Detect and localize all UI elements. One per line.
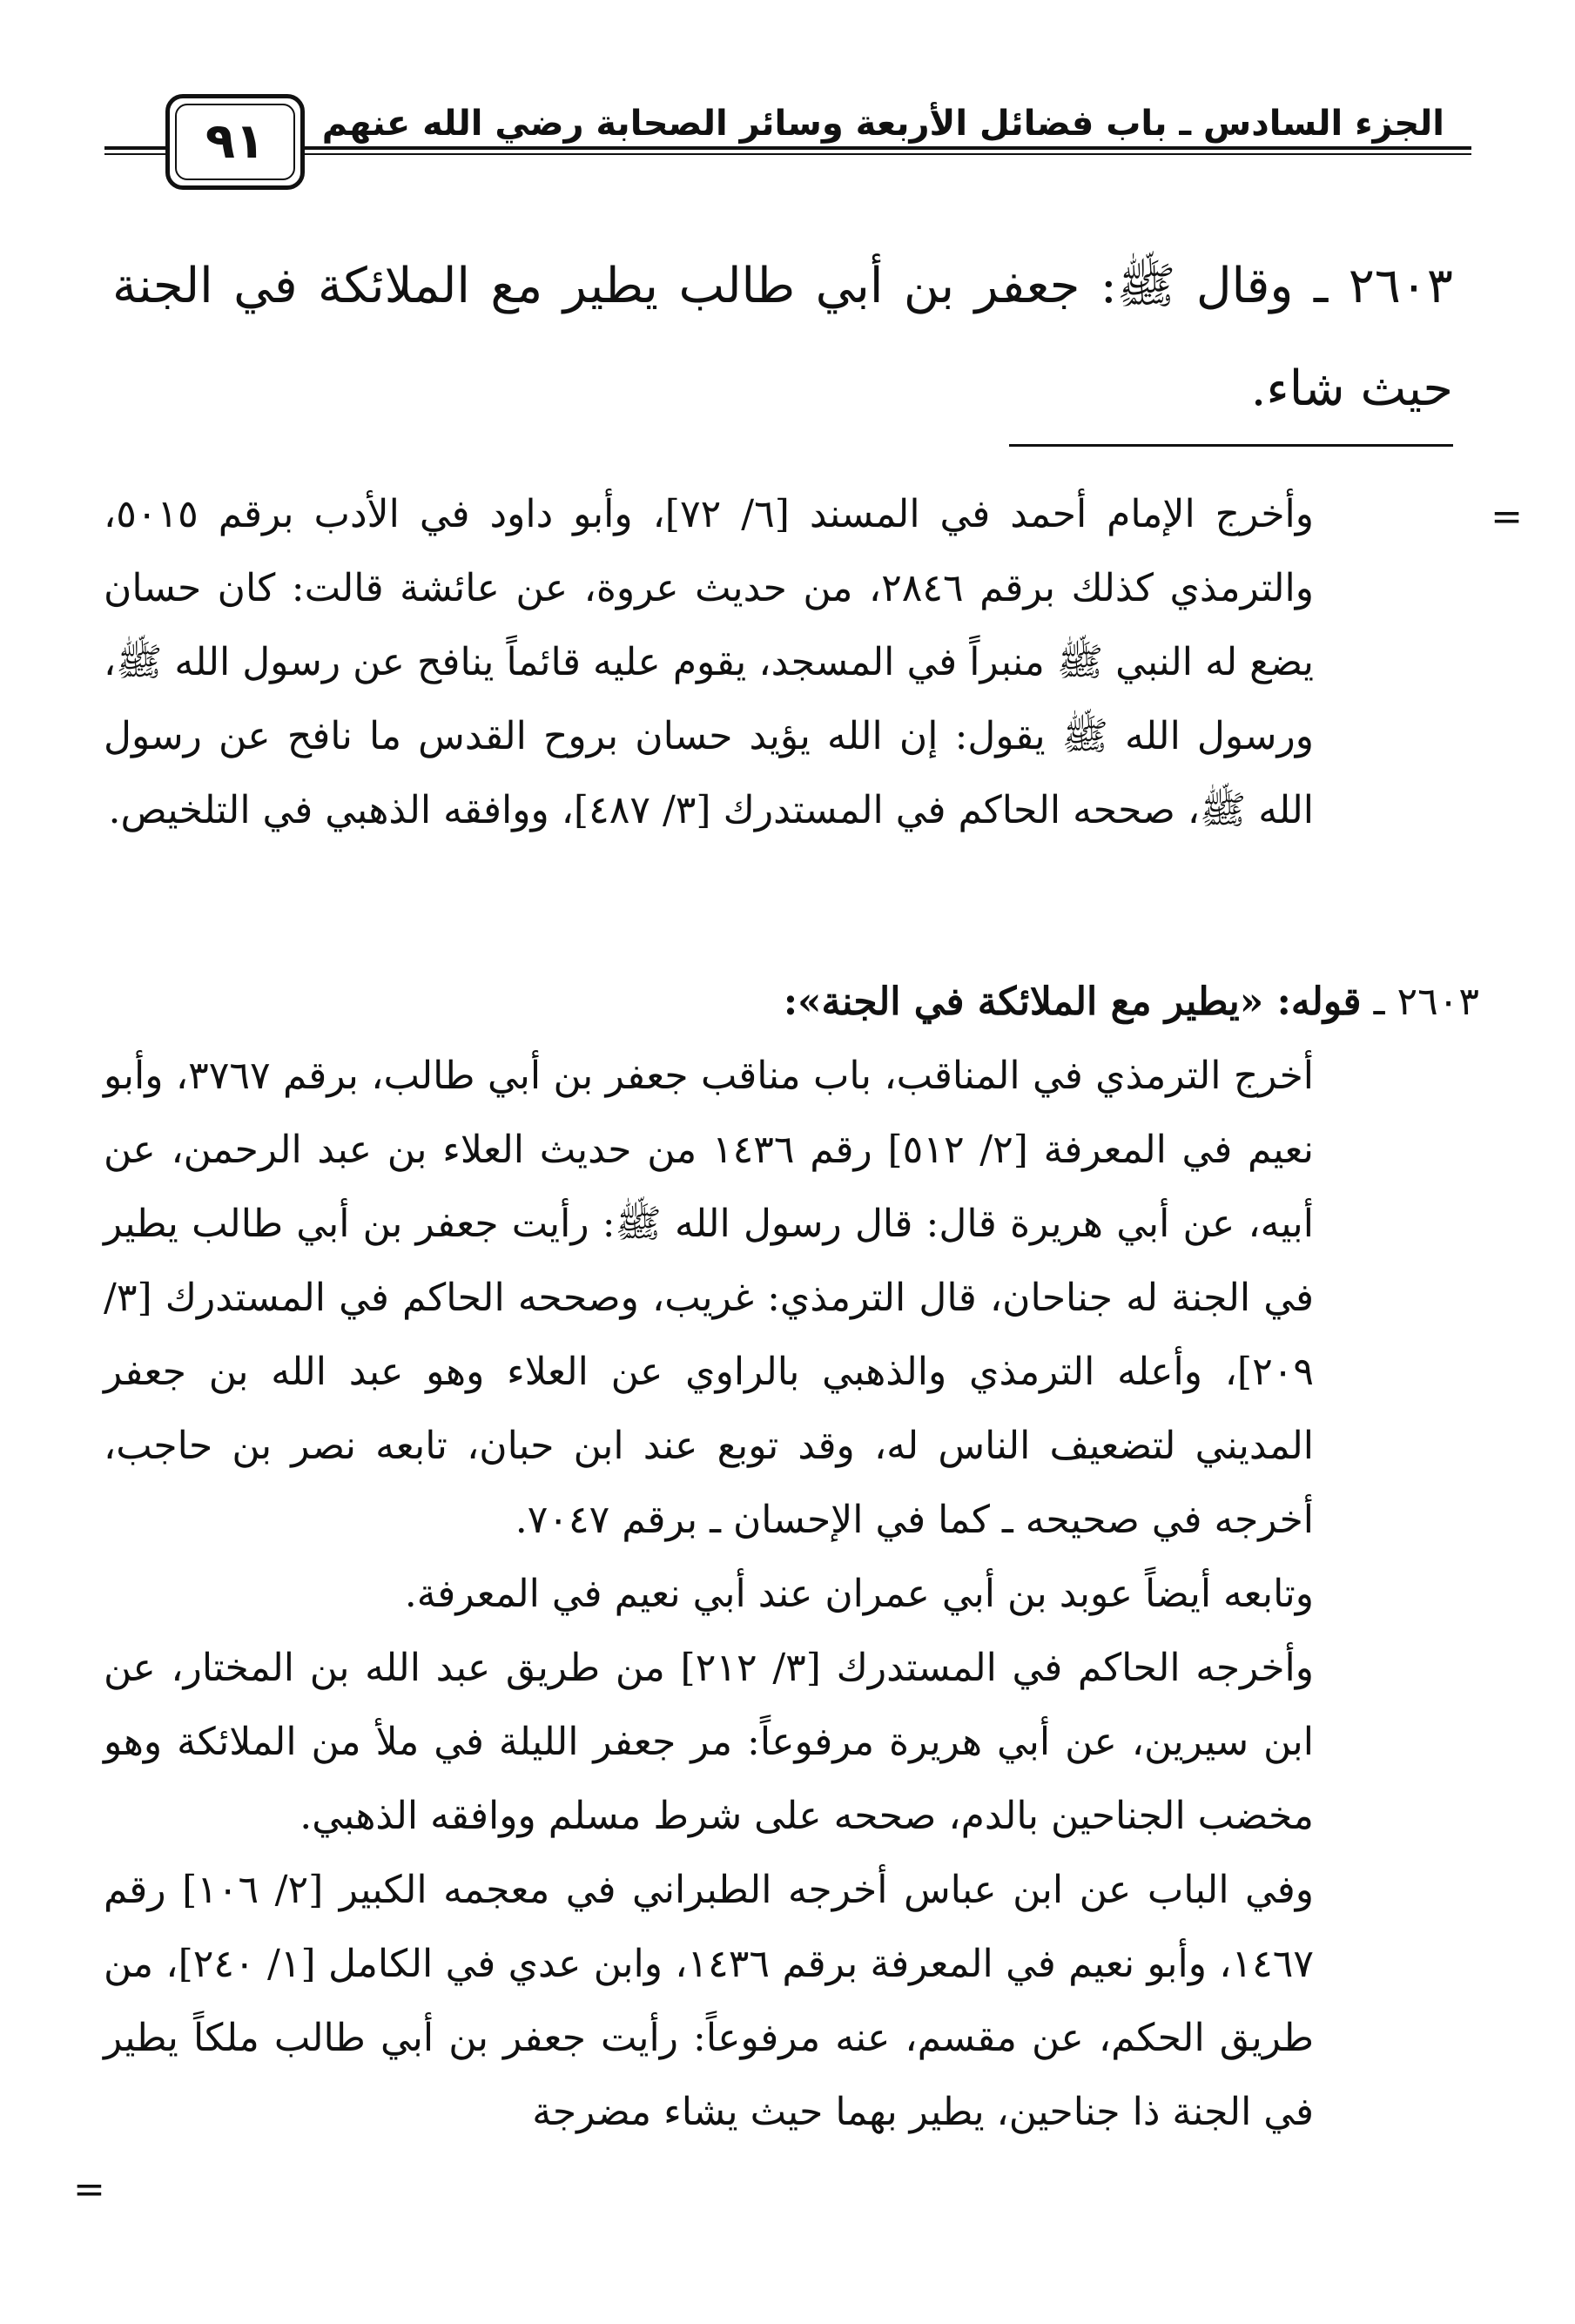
commentary-heading-text: قوله: «يطير مع الملائكة في الجنة»: <box>783 980 1362 1024</box>
commentary-paragraph: وتابعه أيضاً عوبد بن أبي عمران عند أبي نعيم في المعرفة. <box>404 1572 1314 1616</box>
continuation-marker-bottom: = <box>73 2167 105 2212</box>
header-rule-left <box>104 146 165 155</box>
continuation-marker-top: = <box>1491 495 1523 539</box>
commentary-paragraph: وأخرجه الحاكم في المستدرك [٣/ ٢١٢] من طريق عبد الله بن المختار، عن ابن سيرين، عن أبي هريرة مرفوعاً: مر جعفر الليلة في ملأ من الملائكة وهو مخضب الجناحين بالدم، صححه على شرط مسلم ووافقه الذهبي. <box>104 1646 1315 1838</box>
footnote-separator <box>1009 444 1453 447</box>
commentary-paragraph: وفي الباب عن ابن عباس أخرجه الطبراني في معجمه الكبير [٢/ ١٠٦] رقم ١٤٦٧، وأبو نعيم في المعرفة برقم ١٤٣٦، وابن عدي في الكامل [١/ ٢٤٠]، من طريق الحكم، عن مقسم، عنه مرفوعاً: رأيت جعفر بن أبي طالب ملكاً يطير في الجنة ذا جناحين، يطير بهما حيث يشاء مضرجة <box>104 1868 1315 2134</box>
page-number: ٩١ <box>205 113 266 170</box>
header-rule-right <box>305 146 1471 155</box>
commentary-heading <box>104 965 1479 1039</box>
commentary-number: ٢٦٠٣ ـ <box>1361 980 1479 1024</box>
page-number-frame <box>165 94 305 190</box>
commentary-paragraph: أخرج الترمذي في المناقب، باب مناقب جعفر بن أبي طالب، برقم ٣٧٦٧، وأبو نعيم في المعرفة [٢/ ٥١٢] رقم ١٤٣٦ من حديث العلاء بن عبد الرحمن، عن أبيه، عن أبي هريرة قال: قال رسول الله ﷺ: رأيت جعفر بن أبي طالب يطير في الجنة له جناحان، قال الترمذي: غريب، وصححه الحاكم في المستدرك [٣/ ٢٠٩]، وأعله الترمذي والذهبي بالراوي عن العلاء وهو عبد الله بن جعفر المديني لتضعيف الناس له، وقد توبع عند ابن حبان، تابعه نصر بن حاجب، أخرجه في صحيحه ـ كما في الإحسان ـ برقم ٧٠٤٧. <box>104 1054 1315 1542</box>
commentary-body <box>104 1039 1314 2149</box>
hadith-text: ٢٦٠٣ ـ وقال ﷺ: جعفر بن أبي طالب يطير مع الملائكة في الجنة حيث شاء. <box>112 258 1453 417</box>
footnote-continuation: وأخرج الإمام أحمد في المسند [٦/ ٧٢]، وأبو داود في الأدب برقم ٥٠١٥، والترمذي كذلك برقم ٢٨٤٦، من حديث عروة، عن عائشة قالت: كان حسان يضع له النبي ﷺ منبراً في المسجد، يقوم عليه قائماً ينافح عن رسول الله ﷺ، ورسول الله ﷺ يقول: إن الله يؤيد حسان بروح القدس ما نافح عن رسول الله ﷺ، صححه الحاكم في المستدرك [٣/ ٤٨٧]، ووافقه الذهبي في التلخيص. <box>104 492 1315 832</box>
running-header-title: الجزء السادس ـ باب فضائل الأربعة وسائر الصحابة رضي الله عنهم <box>321 104 1444 144</box>
